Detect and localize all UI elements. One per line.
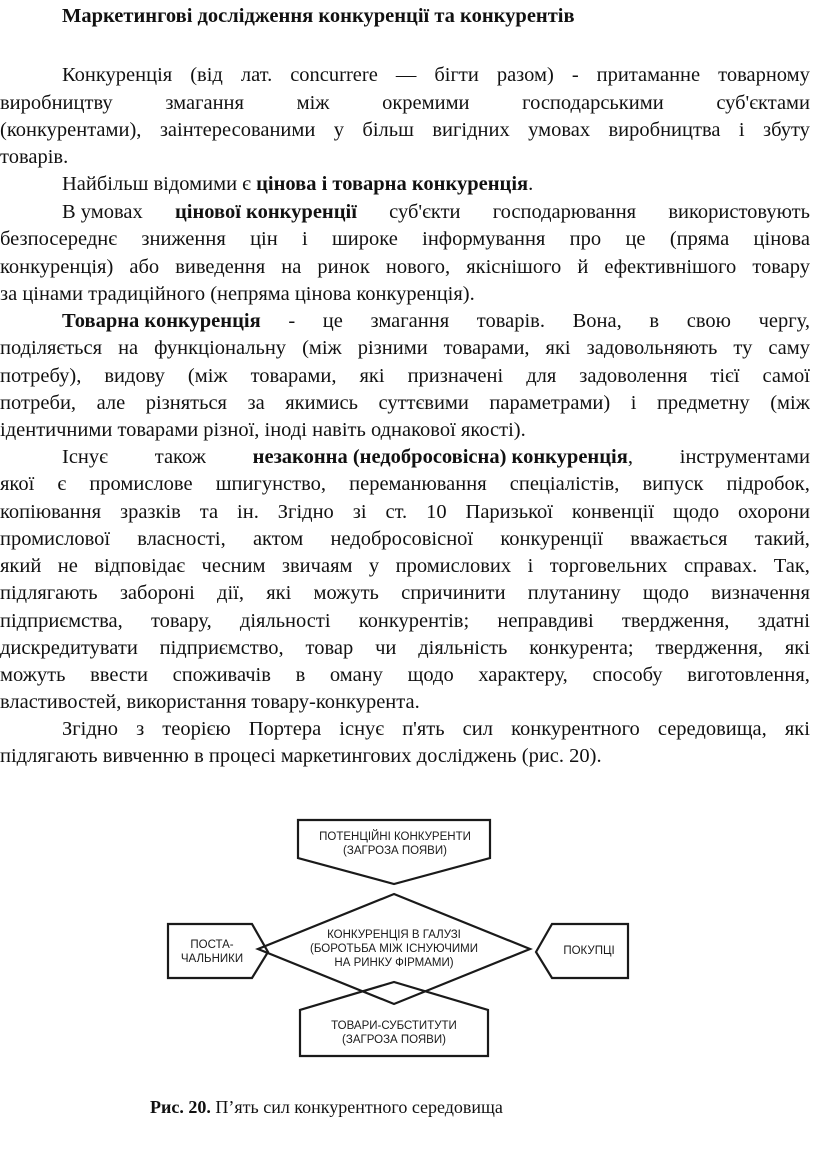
text-line: підлягають вивченню в процесі маркетингових досліджень (рис. 20). bbox=[0, 745, 602, 767]
bold-term: цінова і товарна конкуренція bbox=[256, 173, 529, 195]
page-title: Маркетингові дослідження конкуренції та конкурентів bbox=[62, 5, 575, 27]
text-line: за цінами традиційного (непряма цінова конкуренція). bbox=[0, 283, 475, 305]
text-line: Найбільш відомими є цінова і товарна конкуренція. bbox=[62, 173, 534, 195]
text-line: властивостей, використання товару-конкурента. bbox=[0, 691, 420, 713]
buyers-label: ПОКУПЦІ bbox=[563, 945, 615, 957]
text-line: Існує також незаконна (недобросовісна) конкуренція, інструментами bbox=[62, 446, 810, 468]
text-line: Згідно з теорією Портера існує п'ять сил конкурентного середовища, які bbox=[62, 718, 810, 740]
text-line: дискредитувати підприємство, товар чи діяльність конкурента; твердження, які bbox=[0, 637, 810, 659]
text-line: який не відповідає чесним звичаям у промислових і торговельних справах. Так, bbox=[0, 555, 810, 577]
text-line: промислової власності, актом недобросовісної конкуренції вважається такий, bbox=[0, 528, 810, 550]
figure-caption bbox=[150, 1096, 503, 1118]
bold-term: незаконна (недобросовісна) конкуренція bbox=[252, 446, 628, 468]
text-line: потреби, але різняться за якимись суттєвими параметрами) і предметну (між bbox=[0, 392, 810, 414]
text-line: Конкуренція (від лат. concurrere — бігти разом) - притаманне товарному bbox=[62, 64, 810, 86]
suppliers-label: ПОСТА- ЧАЛЬНИКИ bbox=[180, 939, 244, 965]
text-line: можуть ввести споживачів в оману щодо характеру, способу виготовлення, bbox=[0, 664, 810, 686]
text-line: виробництву змагання між окремими господарськими суб'єктами bbox=[0, 92, 810, 114]
industry-competition-label: КОНКУРЕНЦІЯ В ГАЛУЗІ (БОРОТЬБА МІЖ ІСНУЮЧИМИ НА РИНКУ ФІРМАМИ) bbox=[310, 929, 478, 969]
text-line: конкуренція) або виведення на ринок нового, якіснішого й ефективнішого товару bbox=[0, 256, 810, 278]
text-line: якої є промислове шпигунство, переманювання спеціалістів, випуск підробок, bbox=[0, 473, 810, 495]
text-line: безпосереднє зниження цін і широке інформування про це (пряма цінова bbox=[0, 228, 810, 250]
text-line: ідентичними товарами різної, іноді навіть однакової якості). bbox=[0, 419, 526, 441]
potential-competitors-label: ПОТЕНЦІЙНІ КОНКУРЕНТИ (ЗАГРОЗА ПОЯВИ) bbox=[319, 831, 471, 857]
text-line: копіювання зразків та ін. Згідно зі ст. 10 Паризької конвенції щодо охорони bbox=[0, 501, 810, 523]
text-line: потребу), видову (між товарами, які призначені для задоволення тієї самої bbox=[0, 365, 810, 387]
text-line: В умовах цінової конкуренції суб'єкти господарювання використовують bbox=[62, 197, 810, 227]
text-line: підприємства, товару, діяльності конкурентів; неправдиві твердження, здатні bbox=[0, 610, 810, 632]
text-line: підлягають забороні дії, які можуть спричинити плутанину щодо визначення bbox=[0, 582, 810, 604]
text-line: товарів. bbox=[0, 146, 69, 168]
bold-term: цінової конкуренції bbox=[174, 201, 357, 223]
figure-caption-text: П’ять сил конкурентного середовища bbox=[215, 1097, 503, 1117]
text-line: (конкурентами), заінтересованими у більш вигідних умовах виробництва і збуту bbox=[0, 119, 810, 141]
bold-term: Товарна конкуренція bbox=[62, 310, 261, 332]
substitutes-label: ТОВАРИ-СУБСТИТУТИ (ЗАГРОЗА ПОЯВИ) bbox=[331, 1020, 457, 1046]
figure-number: Рис. 20. bbox=[150, 1097, 211, 1117]
text-line: Товарна конкуренція - це змагання товарів. Вона, в свою чергу, bbox=[62, 306, 810, 336]
five-forces-diagram bbox=[160, 812, 630, 1072]
text-line: поділяється на функціональну (між різними товарами, які задовольняють ту саму bbox=[0, 337, 810, 359]
